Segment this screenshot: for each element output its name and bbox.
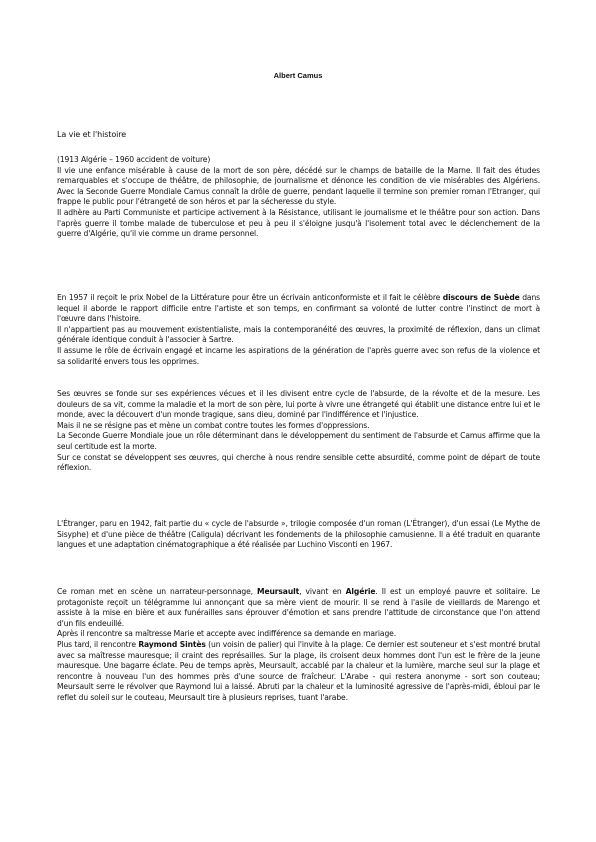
raymond-highlight: Raymond Sintès [138, 639, 206, 649]
resistance-text: Il adhère au Parti Communiste et participe activement à la Résistance, utilisant le journalisme et le théâtre pour son action. Dans l'après guerre il tombe malade de tuberculose et peu à peu il s'éloigne jusqu'à l'isolement total avec le déclenchement de la guerre d'Algérie, qu'il vie comme un drame personnel. [57, 207, 540, 239]
works-paragraph [57, 389, 540, 474]
combat-text: Mais il ne se résigne pas et mène un combat contre toutes les formes d'oppressions. [57, 420, 370, 430]
war-text: La Seconde Guerre Mondiale joue un rôle déterminant dans le développement du sentiment de l'absurde et Camus affirme que la seul certitude est la morte. [57, 431, 540, 451]
algerie-highlight: Algérie [345, 587, 376, 596]
plot-paragraph [57, 587, 540, 704]
etranger-paragraph [57, 519, 540, 551]
nobel-text-end: dans lequel il aborde le rapport difficile entre l'artiste et son temps, en confirmant sa volonté de lutter contre l'instinct de mort à l'œuvre dans l'histoire. [57, 293, 540, 324]
plot-intro-end: . Il est un employé pauvre et solitaire. Le protagoniste reçoit un télégramme lui annonçant que sa mère vient de mourir. Il se rend à l'asile de vieillards de Marengo et assiste à la mise en bière et aux funérailles sans éprouver d'émotion et sans prendre l'attitude de circonstance que l'on attend d'un fils endeuillé. [57, 587, 540, 628]
sweden-speech-highlight: discours de Suède [442, 293, 520, 302]
raymond-text-start: Plus tard, il rencontre [57, 639, 139, 649]
meursault-highlight: Meursault [257, 587, 300, 596]
existentialism-text: Il n'appartient pas au mouvement existentialiste, mais la contemporanéité des œuvres, la proximité de réflexion, dans un climat générale identique conduit à l'associer à Sartre. [57, 324, 540, 345]
absurdity-text: Sur ce constat se développent ses œuvres, qui cherche à nous rendre sensible cette absurdité, comme point de départ de toute réflexion. [57, 452, 540, 473]
dates-line: (1913 Algérie – 1960 accident de voiture) [57, 155, 211, 164]
nobel-text-start: En 1957 il reçoit le prix Nobel de la Littérature pour être un écrivain anticonformiste et il fait le célèbre [57, 293, 443, 302]
section-heading: La vie et l'histoire [57, 130, 127, 139]
document-title: Albert Camus [273, 71, 323, 80]
engaged-writer-text: Il assume le rôle de écrivain engagé et incarne les aspirations de la génération de l'après guerre avec son refus de la violence et sa solidarité envers tous les opprimes. [57, 345, 540, 366]
plot-intro-text [57, 587, 540, 629]
raymond-text [57, 640, 540, 704]
childhood-text: Il vie une enfance misérable à cause de la mort de son père, décédé sur le champs de bataille de la Marne. Il fait des études remarquables et s'occupe de théâtre, de philosophie, de journalisme et dénonce les condition de vie misérables des Algériens. Avec la Seconde Guerre Mondiale Camus connaît la drôle de guerre, pendant laquelle il termine son premier roman l'Etranger, qui frappe le public pour l'étrangeté de son héros et par la sécheresse du style. [57, 165, 540, 207]
raymond-text-end: (un voisin de palier) qui l'invite à la plage. Ce dernier est souteneur et s'est montré brutal avec sa maîtresse mauresque; il craint des représailles. Sur la plage, ils croisent deux hommes dont l'un est le frère de la jeune mauresque. Une bagarre éclate. Peu de temps après, Meursault, accablé par la chaleur et la lumière, marche seul sur la plage et rencontre à nouveau l'un des hommes près d'une source de fraîcheur. L'Arabe - qui restera anonyme - sort son couteau; Meursault serre le révolver que Raymond lui a laissé. Abruti par la chaleur et la luminosité agressive de l'après-midi, ébloui par le reflet du soleil sur le couteau, Meursault tire à plusieurs reprises, tuant l'arabe. [57, 639, 540, 702]
nobel-text [57, 293, 540, 325]
etranger-text: L'Étranger, paru en 1942, fait partie du « cycle de l'absurde », trilogie composée d'un roman (L'Étranger), d'un essai (Le Mythe de Sisyphe) et d'une pièce de théâtre (Caligula) décrivant les fondements de la philosophie camusienne. Il a été traduit en quarante langues et une adaptation cinématographique a été réalisée par Luchino Visconti en 1967. [57, 519, 540, 550]
marie-text: Après il rencontre sa maîtresse Marie et accepte avec indifférence sa demande en mariage. [57, 629, 396, 639]
cycles-text: Ses œuvres se fonde sur ses expériences vécues et il les divisent entre cycle de l'absurde, de la révolte et de la mesure. Les douleurs de sa vit, comme la maladie et la mort de son père, lui porte à vivre une étrangeté qui établit une distance entre lui et le monde, avec la découvert d'un monde tragique, sans dieu, dominé par l'indifférence et l'injustice. [57, 389, 540, 420]
biography-paragraph [57, 155, 540, 240]
plot-intro-mid: , vivant en [299, 587, 346, 596]
nobel-paragraph [57, 293, 540, 367]
plot-intro-start: Ce roman met en scène un narrateur-personnage, [57, 587, 258, 596]
